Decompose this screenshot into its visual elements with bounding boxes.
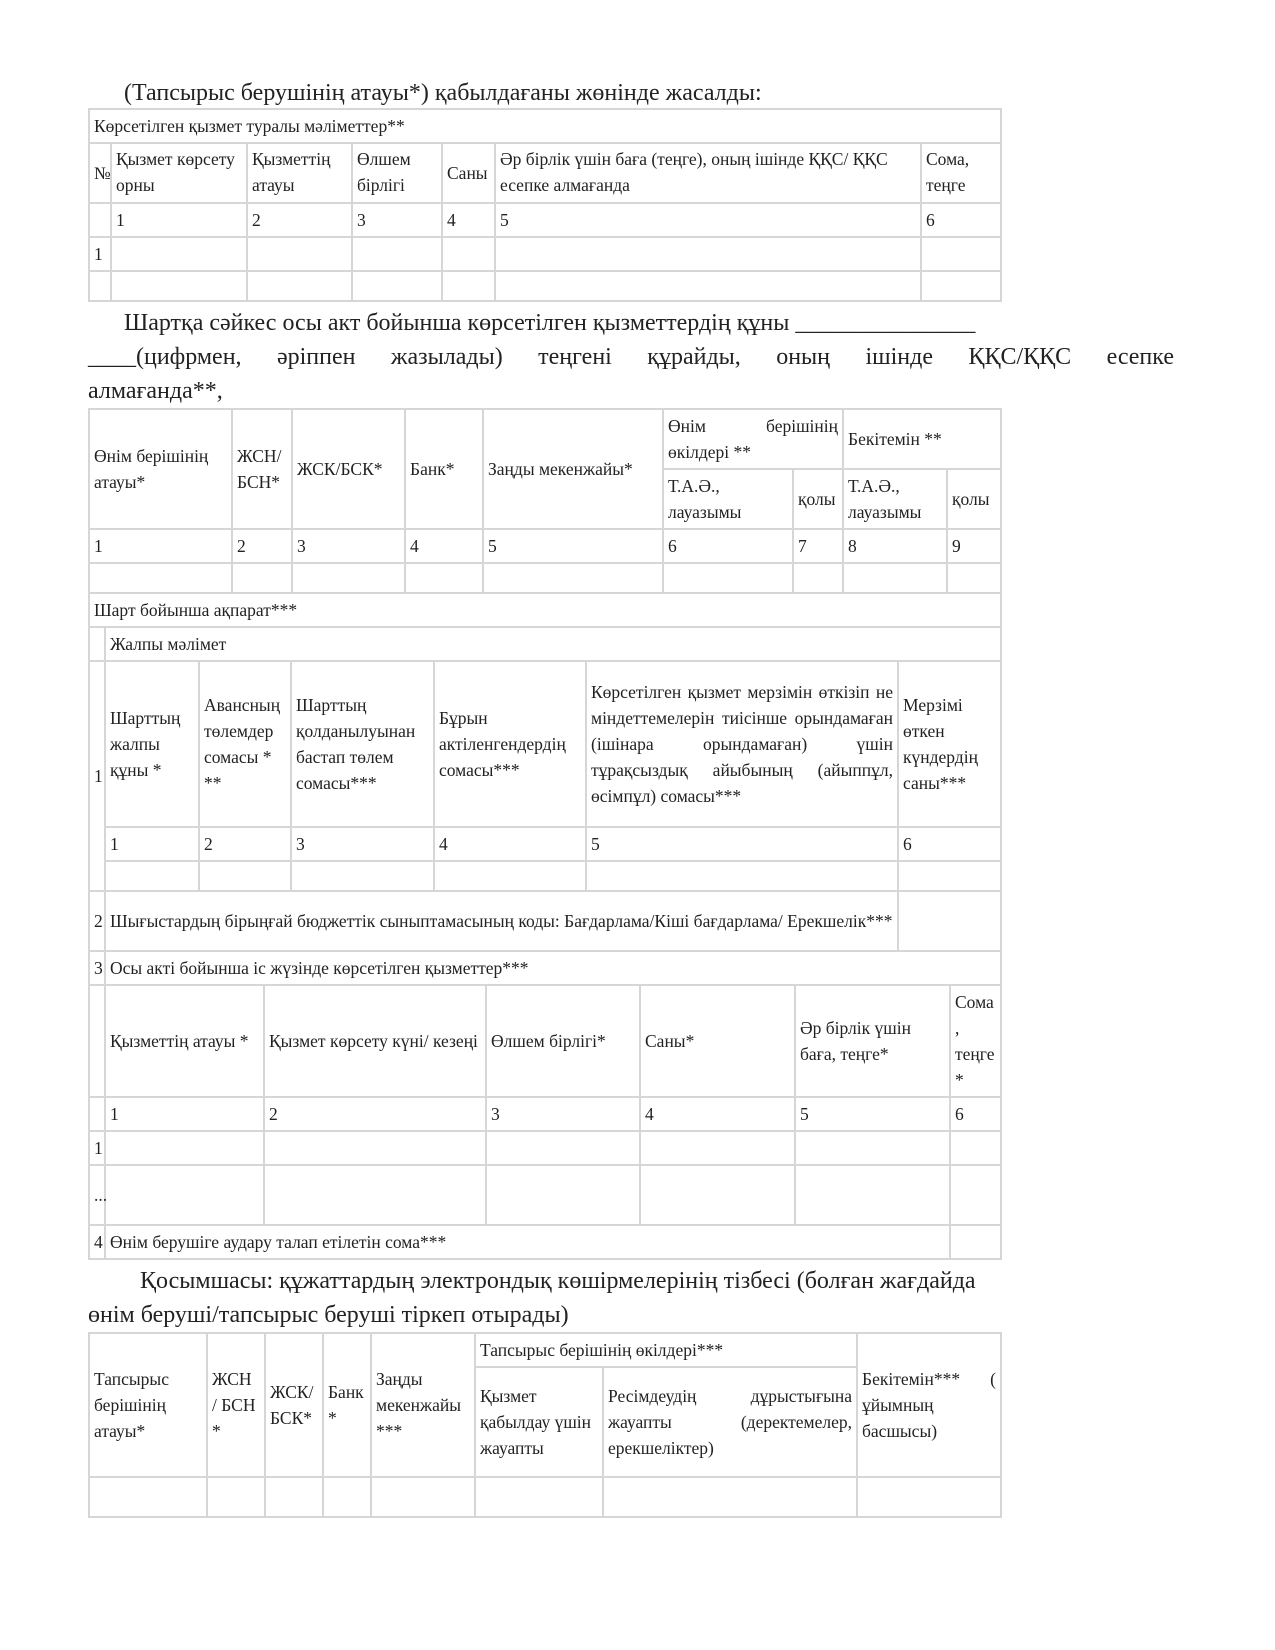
header-cell: Сома , теңге *	[950, 985, 1001, 1097]
header-cell: Әр бірлік үшін баға, теңге*	[795, 985, 950, 1097]
number-cell: 5	[795, 1097, 950, 1131]
number-cell: 8	[843, 529, 947, 563]
iin-header: ЖСН / БСН *	[207, 1333, 265, 1477]
attachment-line-2: өнім беруші/тапсырыс беруші тіркеп отырады)	[88, 1302, 569, 1328]
header-cell: Бұрын актіленгендердің сомасы***	[434, 661, 586, 827]
header-cell: Сома, теңге	[921, 143, 1001, 203]
number-cell: 7	[793, 529, 843, 563]
number-cell: 1	[89, 529, 232, 563]
bank-header: Банк*	[405, 409, 483, 529]
section-number: 4	[89, 1225, 105, 1259]
header-cell: Саны	[442, 143, 495, 203]
services-caption: Көрсетілген қызмет туралы мәліметтер**	[89, 109, 1001, 143]
header-cell: Шарттың жалпы құны *	[105, 661, 199, 827]
header-cell: Көрсетілген қызмет мерзімін өткізіп не міндеттемелерін тиісінше орындамаған (ішінара орындамаған) үшін тұрақсыздық айыбының (айыппұл, өсімпұл) сомасы***	[586, 661, 898, 827]
general-info-title: Жалпы мәлімет	[105, 627, 1001, 661]
header-cell: Қызметтің атауы *	[105, 985, 264, 1097]
header-cell: Өлшем бірлігі	[352, 143, 442, 203]
number-cell: 6	[921, 203, 1001, 237]
bank-header: Банк *	[323, 1333, 371, 1477]
number-cell: 6	[898, 827, 1001, 861]
number-cell: 3	[352, 203, 442, 237]
section-number: 1	[89, 661, 105, 891]
cost-line-3: алмағанда**,	[88, 378, 223, 404]
number-cell: 4	[405, 529, 483, 563]
cost-line-1: Шартқа сәйкес осы акт бойынша көрсетілген қызметтердің құны _______________	[124, 310, 976, 336]
header-cell: Өлшем бірлігі*	[486, 985, 640, 1097]
correctness-header: Ресімдеудің дұрыстығына жауапты (деректемелер, ерекшеліктер)	[603, 1367, 857, 1477]
header-cell: Саны*	[640, 985, 795, 1097]
customer-reps-header: Тапсырыс берішінің өкілдері***	[475, 1333, 857, 1367]
number-cell: 4	[434, 827, 586, 861]
iin-header: ЖСН/ БСН*	[232, 409, 292, 529]
header-cell: Әр бірлік үшін баға (теңге), оның ішінде ҚҚС/ ҚҚС есепке алмағанда	[495, 143, 921, 203]
sign-header: қолы	[793, 469, 843, 529]
header-cell: Қызмет көрсету күні/ кезеңі	[264, 985, 486, 1097]
supplier-reps-header: Өнім берішінің өкілдері **	[663, 409, 843, 469]
row-number: 1	[89, 237, 111, 271]
header-cell: Авансның төлемдер сомасы * **	[199, 661, 291, 827]
number-cell: 1	[105, 827, 199, 861]
row-number: 1	[89, 1131, 105, 1165]
address-header: Заңды мекенжайы*	[483, 409, 663, 529]
heading-line: (Тапсырыс берушінің атауы*) қабылдағаны жөнінде жасалды:	[124, 80, 762, 106]
number-cell: 2	[232, 529, 292, 563]
sign-header: қолы	[947, 469, 1001, 529]
number-cell: 2	[199, 827, 291, 861]
cost-paragraph	[88, 306, 1174, 408]
customer-name-header: Тапсырыс берішінің атауы*	[89, 1333, 207, 1477]
section-number: 3	[89, 951, 105, 985]
number-cell: 4	[640, 1097, 795, 1131]
header-cell: Шарттың қолданылуынан бастап төлем сомасы***	[291, 661, 434, 827]
accept-header: Қызмет қабылдау үшін жауапты	[475, 1367, 603, 1477]
empty-cell	[89, 1097, 105, 1131]
customer-table	[88, 1332, 1002, 1518]
section-number: 2	[89, 891, 105, 951]
iik-header: ЖСК/ БСК*	[265, 1333, 323, 1477]
empty-cell	[89, 627, 105, 661]
attachment-line-1: Қосымшасы: құжаттардың электрондық көшірмелерінің тізбесі (болған жағдайда	[140, 1268, 976, 1294]
number-cell: 3	[291, 827, 434, 861]
number-cell: 2	[247, 203, 352, 237]
number-cell: 9	[947, 529, 1001, 563]
address-header: Заңды мекенжайы ***	[371, 1333, 475, 1477]
empty-cell	[89, 985, 105, 1097]
number-cell: 1	[111, 203, 247, 237]
attachment-paragraph	[88, 1264, 1174, 1332]
number-cell: 5	[495, 203, 921, 237]
number-cell: 3	[486, 1097, 640, 1131]
approve-header: Бекітемін*** ( ұйымның басшысы)	[857, 1333, 1001, 1477]
transfer-sum-text: Өнім берушіге аудару талап етілетін сома***	[105, 1225, 950, 1259]
supplier-name-header: Өнім берішінің атауы*	[89, 409, 232, 529]
number-cell: 4	[442, 203, 495, 237]
contract-general-table	[88, 660, 1002, 952]
rendered-services-title: Осы акті бойынша іс жүзінде көрсетілген қызметтер***	[105, 951, 1001, 985]
cost-line-2: ____(цифрмен, әріппен жазылады) теңгені құрайды, оның ішінде ҚҚС/ҚҚС есепке	[88, 344, 1174, 370]
header-cell: Қызмет көрсету орны	[111, 143, 247, 203]
services-table	[88, 108, 1002, 302]
header-cell: Қызметтің атауы	[247, 143, 352, 203]
number-cell: 5	[483, 529, 663, 563]
number-cell: 5	[586, 827, 898, 861]
contract-info-title: Шарт бойынша ақпарат***	[89, 593, 1001, 627]
header-cell: Мерзімі өткен күндердің саны***	[898, 661, 1001, 827]
row-number: ...	[89, 1165, 105, 1225]
approve-header: Бекітемін **	[843, 409, 1001, 469]
number-cell: 2	[264, 1097, 486, 1131]
fio-header: Т.А.Ә., лауазымы	[843, 469, 947, 529]
empty-cell	[89, 203, 111, 237]
rendered-services-table	[88, 950, 1002, 1260]
supplier-table	[88, 408, 1002, 662]
fio-header: Т.А.Ә., лауазымы	[663, 469, 793, 529]
number-cell: 1	[105, 1097, 264, 1131]
iik-header: ЖСК/БСК*	[292, 409, 405, 529]
header-cell: №	[89, 143, 111, 203]
number-cell: 6	[950, 1097, 1001, 1131]
budget-code-text: Шығыстардың бірыңғай бюджеттік сыныптамасының коды: Бағдарлама/Кіші бағдарлама/ Ерекшелік***	[105, 891, 898, 951]
number-cell: 6	[663, 529, 793, 563]
number-cell: 3	[292, 529, 405, 563]
